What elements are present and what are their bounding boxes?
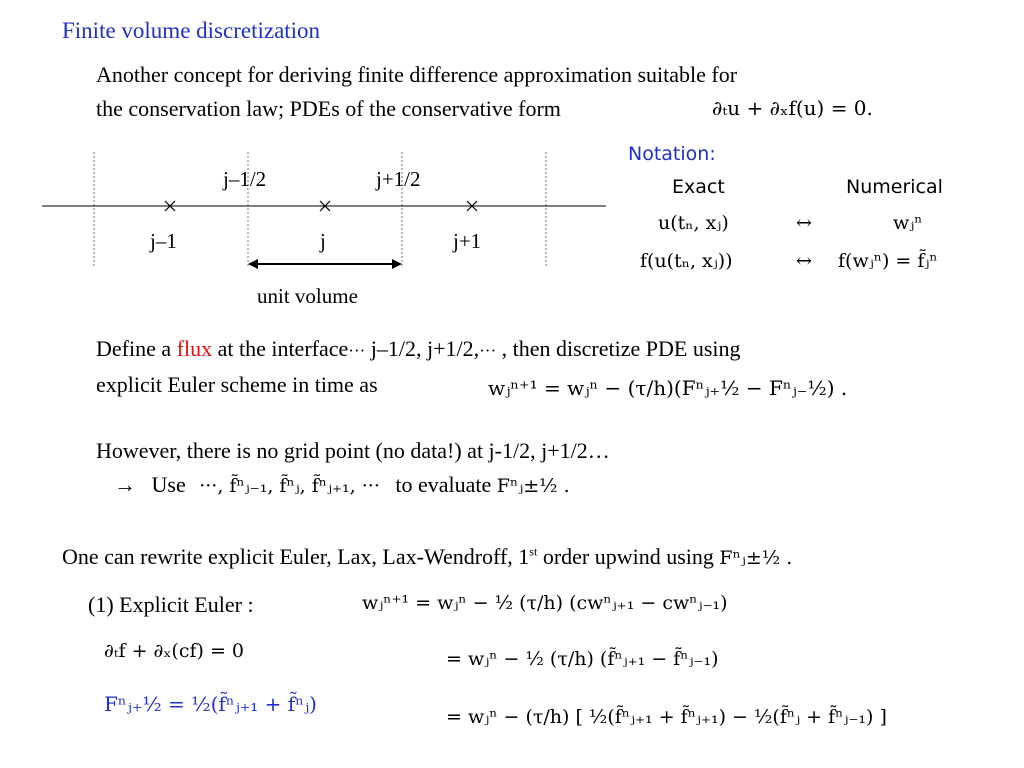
- euler-equation-2: = wⱼⁿ − ½ (τ/h) (f̃ⁿⱼ₊₁ − f̃ⁿⱼ₋₁): [446, 648, 719, 670]
- define-points: j–1/2, j+1/2,: [365, 336, 480, 361]
- label-node-right: j+1: [453, 229, 482, 253]
- evaluate-word: to evaluate: [395, 472, 492, 497]
- euler-update-equation: wⱼⁿ⁺¹ = wⱼⁿ − (τ/h)(Fⁿⱼ₊½ − Fⁿⱼ₋½) .: [488, 376, 848, 400]
- define-dots-1: ···: [348, 341, 366, 360]
- notation-heading: Notation:: [628, 143, 716, 165]
- use-word: Use: [151, 472, 186, 497]
- define-dots-2: ···: [479, 341, 497, 360]
- rewrite-text: One can rewrite explicit Euler, Lax, Lax-Wendroff, 1: [62, 544, 530, 569]
- notation-row1-exact: u(tₙ, xⱼ): [658, 212, 729, 234]
- notation-row2-exact: f(u(tₙ, xⱼ)): [640, 250, 733, 272]
- define-line-1: [96, 336, 741, 362]
- intro-line-2: the conservation law; PDEs of the conservative form: [96, 96, 561, 121]
- evaluate-target: Fⁿⱼ±½ .: [496, 475, 570, 497]
- euler-equation-1: wⱼⁿ⁺¹ = wⱼⁿ − ½ (τ/h) (cwⁿⱼ₊₁ − cwⁿⱼ₋₁): [362, 592, 728, 614]
- advection-pde: ∂ₜf + ∂ₓ(cf) = 0: [104, 640, 245, 662]
- grid-diagram: [0, 140, 620, 320]
- however-line: However, there is no grid point (no data!) at j-1/2, j+1/2…: [96, 438, 610, 463]
- label-half-right: j+1/2: [376, 167, 421, 191]
- use-line: [114, 472, 570, 498]
- notation-row1-numerical: wⱼⁿ: [893, 212, 923, 234]
- rewrite-line: [62, 544, 792, 570]
- unit-volume-arrow: [248, 259, 402, 269]
- explicit-euler-label: (1) Explicit Euler :: [88, 592, 254, 617]
- label-node-left: j–1: [150, 229, 177, 253]
- rewrite-superscript: st: [529, 544, 538, 559]
- flux-keyword: flux: [176, 336, 213, 361]
- conservative-pde: ∂ₜu + ∂ₓf(u) = 0.: [712, 96, 873, 120]
- rewrite-target: Fⁿⱼ±½ .: [719, 547, 793, 569]
- page-title: Finite volume discretization: [62, 18, 321, 43]
- notation-row2-numerical: f(wⱼⁿ) = f̃ⱼⁿ: [838, 250, 938, 272]
- notation-col-exact: Exact: [672, 176, 725, 198]
- flux-definition: Fⁿⱼ₊½ = ½(f̃ⁿⱼ₊₁ + f̃ⁿⱼ): [104, 692, 317, 716]
- euler-equation-3: = wⱼⁿ − (τ/h) [ ½(f̃ⁿⱼ₊₁ + f̃ⁿⱼ₊₁) − ½(f̃ⁿⱼ + f̃ⁿⱼ₋₁) ]: [446, 706, 887, 728]
- define-line-2: explicit Euler scheme in time as: [96, 372, 378, 397]
- rewrite-text-post: order upwind using: [537, 544, 714, 569]
- notation-col-numerical: Numerical: [846, 176, 943, 198]
- notation-row1-arrow: ↔: [796, 212, 812, 234]
- label-half-left: j–1/2: [223, 167, 267, 191]
- intro-line-1: Another concept for deriving finite difference approximation suitable for: [96, 62, 738, 87]
- define-tail: , then discretize PDE using: [496, 336, 741, 361]
- label-unit-volume: unit volume: [257, 284, 358, 308]
- label-node-mid: j: [320, 229, 326, 253]
- arrow-right-icon: →: [114, 472, 136, 497]
- notation-row2-arrow: ↔: [796, 250, 812, 272]
- flux-sequence: ···, f̃ⁿⱼ₋₁, f̃ⁿⱼ, f̃ⁿⱼ₊₁, ···: [199, 475, 380, 497]
- define-prefix: Define a: [96, 336, 177, 361]
- define-rest: at the interface: [212, 336, 349, 361]
